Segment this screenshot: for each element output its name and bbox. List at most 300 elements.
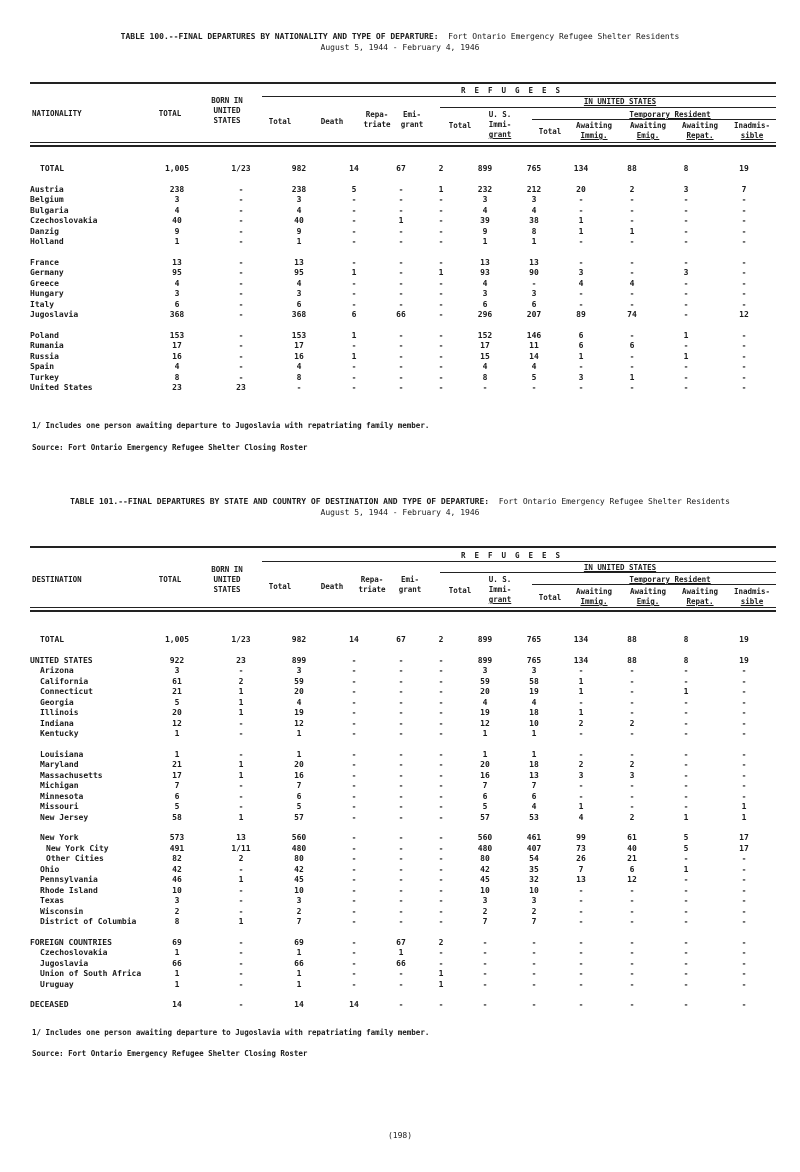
cell-value: 23 (236, 383, 246, 392)
total-row (30, 635, 776, 646)
cell-value: 1 (438, 184, 444, 194)
cell-value: - (398, 812, 404, 822)
table-row (30, 289, 776, 300)
cell-value: - (238, 257, 244, 267)
cell-value: 90 (529, 268, 539, 277)
cell-value: 61 (627, 833, 637, 842)
cell-value: - (438, 687, 444, 696)
cell-value: 66 (172, 958, 182, 968)
row-label: Texas (40, 896, 65, 905)
cell-value: - (741, 896, 747, 905)
cell-value: - (741, 948, 747, 957)
cell-value: 1 (482, 237, 488, 246)
cell-value: - (438, 958, 444, 968)
cell-value: - (238, 885, 244, 895)
cell-value: - (741, 791, 747, 801)
cell-value: - (438, 299, 444, 309)
header-refugees: REFUGEES (460, 551, 570, 560)
cell-value: - (438, 237, 444, 246)
cell-value: - (741, 718, 747, 728)
table100-date-range: August 5, 1944 - February 4, 1946 (320, 43, 480, 52)
cell-value: 59 (294, 676, 304, 686)
cell-value: - (629, 749, 635, 759)
cell-value: 3 (683, 184, 689, 194)
cell-value: 95 (294, 268, 304, 277)
cell-value: 153 (291, 330, 307, 340)
cell-value: - (398, 195, 404, 204)
table-row (30, 959, 776, 970)
cell-value: - (741, 781, 747, 790)
cell-value: - (296, 383, 302, 392)
cell-value: - (398, 268, 404, 277)
cell-value: 67 (396, 937, 406, 947)
row-label: Wisconsin (40, 906, 84, 916)
cell-value: - (629, 979, 635, 989)
cell-value: 765 (526, 655, 542, 665)
cell-value: 3 (482, 896, 488, 905)
cell-value: - (438, 948, 444, 957)
table-row (30, 383, 776, 394)
cell-value: - (351, 708, 357, 717)
cell-value: 11 (529, 341, 539, 350)
cell-value: - (438, 205, 444, 215)
row-label: Other Cities (46, 854, 104, 863)
cell-value: 7 (482, 917, 488, 926)
cell-value: - (351, 791, 357, 801)
cell-value: 1 (531, 237, 537, 246)
cell-value: - (741, 885, 747, 895)
row-label: Kentucky (40, 729, 79, 738)
cell-value: - (398, 791, 404, 801)
cell-value: 6 (629, 864, 635, 874)
cell-value: - (351, 781, 357, 790)
cell-value: 12 (172, 718, 182, 728)
cell-value: 2 (438, 164, 444, 173)
cell-value: - (398, 289, 404, 298)
row-label: TOTAL (40, 164, 65, 173)
table100-top-rule (30, 82, 776, 84)
cell-value: 73 (576, 843, 586, 853)
col-header-refugee-total: Total (268, 582, 292, 591)
cell-value: - (238, 278, 244, 288)
table101-col-header-destination: DESTINATION (32, 575, 82, 584)
row-label: Bulgaria (30, 205, 69, 215)
cell-value: 14 (349, 164, 359, 173)
cell-value: 12 (627, 875, 637, 884)
cell-value: - (629, 906, 635, 916)
cell-value: - (438, 362, 444, 371)
table-row (30, 771, 776, 782)
cell-value: 17 (480, 341, 490, 350)
cell-value: - (438, 917, 444, 926)
row-label: Jugoslavia (30, 310, 79, 319)
table-row (30, 185, 776, 196)
cell-value: - (398, 655, 404, 665)
cell-value: - (238, 310, 244, 319)
cell-value: 13 (294, 257, 304, 267)
cell-value: - (741, 708, 747, 717)
cell-value: 1/23 (231, 635, 251, 644)
row-label: United States (30, 383, 93, 392)
cell-value: - (238, 729, 244, 738)
cell-value: - (629, 729, 635, 738)
cell-value: - (741, 268, 747, 277)
cell-value: 7 (578, 864, 584, 874)
table100-body (30, 164, 776, 394)
cell-value: - (741, 979, 747, 989)
table101-title-label: TABLE 101.--FINAL DEPARTURES BY STATE AND COUNTRY OF DESTINATION AND TYPE OF DEPARTURE: (70, 497, 490, 506)
cell-value: 2 (438, 937, 444, 947)
cell-value: 368 (291, 310, 307, 319)
cell-value: 491 (169, 843, 185, 853)
spacer-row (30, 248, 776, 258)
cell-value: 13 (529, 770, 539, 780)
cell-value: - (238, 330, 244, 340)
cell-value: - (683, 216, 689, 225)
cell-value: 12 (294, 718, 304, 728)
table-row (30, 980, 776, 991)
cell-value: 1,005 (164, 635, 190, 644)
cell-value: - (741, 372, 747, 382)
table-row (30, 1000, 776, 1011)
cell-value: - (351, 278, 357, 288)
cell-value: 19 (529, 687, 539, 696)
cell-value: 4 (482, 697, 488, 707)
col-header-awaiting-emig: Awaiting Emig. (629, 121, 667, 140)
cell-value: - (398, 372, 404, 382)
cell-value: 1 (438, 268, 444, 277)
cell-value: 40 (294, 216, 304, 225)
cell-value: - (398, 676, 404, 686)
cell-value: - (238, 666, 244, 675)
cell-value: 153 (169, 330, 185, 340)
cell-value: - (741, 749, 747, 759)
cell-value: 922 (169, 655, 185, 665)
cell-value: - (482, 948, 488, 957)
cell-value: 58 (172, 812, 182, 822)
cell-value: - (238, 226, 244, 236)
cell-value: 1 (238, 770, 244, 780)
cell-value: - (683, 875, 689, 884)
cell-value: 20 (172, 708, 182, 717)
cell-value: - (741, 676, 747, 686)
cell-value: 12 (480, 718, 490, 728)
cell-value: - (741, 330, 747, 340)
col-header-temp-total: Total (538, 593, 562, 602)
cell-value: 20 (480, 760, 490, 769)
cell-value: - (398, 184, 404, 194)
cell-value: 134 (573, 635, 589, 644)
cell-value: 207 (526, 310, 542, 319)
cell-value: 10 (529, 885, 539, 895)
cell-value: - (683, 195, 689, 204)
cell-value: - (398, 687, 404, 696)
cell-value: - (578, 885, 584, 895)
cell-value: 1 (629, 226, 635, 236)
cell-value: 1 (398, 216, 404, 225)
cell-value: 1 (351, 268, 357, 277)
cell-value: - (741, 917, 747, 926)
table-row (30, 917, 776, 928)
cell-value: - (398, 330, 404, 340)
cell-value: - (238, 216, 244, 225)
cell-value: 66 (396, 958, 406, 968)
cell-value: 4 (174, 362, 180, 371)
cell-value: - (438, 843, 444, 853)
cell-value: - (438, 791, 444, 801)
table-row (30, 969, 776, 980)
cell-value: - (438, 729, 444, 738)
row-label: Jugoslavia (40, 958, 89, 968)
cell-value: - (238, 864, 244, 874)
cell-value: 560 (477, 833, 493, 842)
table-row (30, 310, 776, 321)
cell-value: - (438, 341, 444, 350)
spacer-row (30, 646, 776, 656)
col-header-in-us-total: Total (448, 586, 472, 595)
cell-value: 19 (739, 655, 749, 665)
cell-value: 4 (296, 205, 302, 215)
cell-value: - (578, 697, 584, 707)
cell-value: 39 (480, 216, 490, 225)
cell-value: - (683, 979, 689, 989)
cell-value: - (398, 843, 404, 853)
cell-value: - (683, 729, 689, 738)
cell-value: - (578, 917, 584, 926)
cell-value: 16 (294, 351, 304, 361)
table100-title-rest: Fort Ontario Emergency Refugee Shelter Residents (448, 32, 680, 41)
cell-value: - (398, 237, 404, 246)
row-label: Indiana (40, 718, 74, 728)
cell-value: - (351, 666, 357, 675)
cell-value: - (351, 948, 357, 957)
cell-value: - (741, 697, 747, 707)
cell-value: - (629, 205, 635, 215)
cell-value: - (741, 289, 747, 298)
cell-value: 2 (238, 854, 244, 863)
cell-value: - (531, 1000, 537, 1009)
cell-value: 5 (296, 802, 302, 811)
cell-value: - (683, 1000, 689, 1009)
cell-value: 238 (291, 184, 307, 194)
table-row (30, 373, 776, 384)
cell-value: 899 (477, 655, 493, 665)
cell-value: - (238, 948, 244, 957)
col-header-refugee-total: Total (268, 117, 292, 126)
cell-value: 20 (576, 184, 586, 194)
cell-value: - (741, 937, 747, 947)
cell-value: 54 (529, 854, 539, 863)
cell-value: - (578, 289, 584, 298)
cell-value: 10 (294, 885, 304, 895)
cell-value: - (629, 687, 635, 696)
cell-value: - (438, 330, 444, 340)
cell-value: 899 (477, 635, 493, 644)
cell-value: 1 (438, 979, 444, 989)
cell-value: - (238, 969, 244, 978)
cell-value: - (741, 299, 747, 309)
cell-value: 480 (291, 843, 307, 853)
row-label: New Jersey (40, 812, 89, 822)
table-row (30, 875, 776, 886)
cell-value: - (398, 802, 404, 811)
cell-value: - (683, 770, 689, 780)
cell-value: - (683, 278, 689, 288)
cell-value: 67 (396, 164, 406, 173)
table100-title-label: TABLE 100.--FINAL DEPARTURES BY NATIONALITY AND TYPE OF DEPARTURE: (120, 32, 439, 41)
cell-value: - (683, 937, 689, 947)
row-label: Illinois (40, 708, 79, 717)
cell-value: - (238, 781, 244, 790)
col-header-temp-total: Total (538, 127, 562, 136)
cell-value: 1 (438, 969, 444, 978)
table-row (30, 833, 776, 844)
cell-value: - (683, 969, 689, 978)
cell-value: - (351, 383, 357, 392)
cell-value: 67 (396, 635, 406, 644)
cell-value: - (351, 257, 357, 267)
row-label: Czechoslovakia (30, 216, 98, 225)
row-label: Rumania (30, 341, 64, 350)
cell-value: - (238, 718, 244, 728)
cell-value: - (438, 875, 444, 884)
cell-value: 3 (296, 896, 302, 905)
cell-value: 19 (294, 708, 304, 717)
cell-value: - (741, 760, 747, 769)
cell-value: 46 (172, 875, 182, 884)
spacer-row (30, 175, 776, 185)
cell-value: 4 (629, 278, 635, 288)
cell-value: - (683, 906, 689, 916)
cell-value: 74 (627, 310, 637, 319)
cell-value: - (398, 362, 404, 371)
row-label: DECEASED (30, 1000, 69, 1009)
row-label: Michigan (40, 781, 79, 790)
cell-value: 2 (629, 184, 635, 194)
cell-value: - (438, 310, 444, 319)
cell-value: 5 (482, 802, 488, 811)
spacer-row (30, 740, 776, 750)
cell-value: - (398, 341, 404, 350)
cell-value: - (238, 341, 244, 350)
cell-value: - (398, 770, 404, 780)
cell-value: 2 (629, 812, 635, 822)
cell-value: 14 (294, 1000, 304, 1009)
cell-value: 4 (531, 205, 537, 215)
cell-value: 9 (482, 226, 488, 236)
cell-value: - (438, 216, 444, 225)
table-row (30, 331, 776, 342)
cell-value: 93 (480, 268, 490, 277)
cell-value: - (398, 896, 404, 905)
cell-value: - (482, 937, 488, 947)
cell-value: 59 (480, 676, 490, 686)
cell-value: - (351, 885, 357, 895)
cell-value: - (351, 979, 357, 989)
cell-value: 1 (238, 917, 244, 926)
cell-value: 4 (296, 697, 302, 707)
cell-value: 1 (174, 237, 180, 246)
cell-value: 3 (531, 289, 537, 298)
row-label: Rhode Island (40, 885, 98, 895)
cell-value: 1/23 (231, 164, 251, 173)
cell-value: - (629, 351, 635, 361)
header-temporary-resident: Temporary Resident (629, 575, 711, 584)
cell-value: - (238, 195, 244, 204)
cell-value: - (578, 257, 584, 267)
cell-value: - (398, 749, 404, 759)
cell-value: - (398, 781, 404, 790)
col-header-born-in-us: BORN IN UNITED STATES (211, 565, 243, 594)
cell-value: - (351, 289, 357, 298)
cell-value: - (629, 948, 635, 957)
cell-value: - (683, 676, 689, 686)
row-label: Louisiana (40, 749, 84, 759)
cell-value: 1 (296, 979, 302, 989)
col-header-us-immigrant: U. S. Immi- grant (488, 110, 512, 139)
cell-value: - (351, 749, 357, 759)
cell-value: - (683, 854, 689, 863)
cell-value: - (398, 969, 404, 978)
cell-value: 13 (480, 257, 490, 267)
cell-value: 99 (576, 833, 586, 842)
cell-value: - (578, 979, 584, 989)
cell-value: 1 (238, 687, 244, 696)
cell-value: 6 (296, 299, 302, 309)
cell-value: - (629, 958, 635, 968)
cell-value: - (578, 749, 584, 759)
cell-value: - (351, 697, 357, 707)
cell-value: - (351, 372, 357, 382)
cell-value: - (629, 289, 635, 298)
table100-source: Source: Fort Ontario Emergency Refugee Shelter Closing Roster (32, 443, 308, 452)
cell-value: - (741, 278, 747, 288)
cell-value: - (578, 896, 584, 905)
cell-value: - (398, 226, 404, 236)
cell-value: 7 (741, 184, 747, 194)
cell-value: 3 (296, 666, 302, 675)
table-row (30, 865, 776, 876)
cell-value: - (398, 383, 404, 392)
spacer-row (30, 823, 776, 833)
cell-value: 3 (296, 195, 302, 204)
cell-value: - (741, 351, 747, 361)
cell-value: - (578, 299, 584, 309)
cell-value: - (238, 979, 244, 989)
table-row (30, 854, 776, 865)
row-label: Minnesota (40, 791, 84, 801)
cell-value: - (398, 697, 404, 707)
cell-value: - (683, 749, 689, 759)
cell-value: 1 (296, 237, 302, 246)
cell-value: - (741, 770, 747, 780)
cell-value: 16 (480, 770, 490, 780)
cell-value: 6 (531, 299, 537, 309)
cell-value: - (741, 906, 747, 916)
cell-value: 18 (529, 708, 539, 717)
cell-value: 88 (627, 655, 637, 665)
row-label: Belgium (30, 195, 64, 204)
cell-value: 296 (477, 310, 493, 319)
cell-value: - (629, 781, 635, 790)
cell-value: 2 (296, 906, 302, 916)
cell-value: - (398, 906, 404, 916)
cell-value: 1 (578, 708, 584, 717)
cell-value: 8 (683, 655, 689, 665)
cell-value: - (683, 697, 689, 707)
table-row (30, 896, 776, 907)
cell-value: 212 (526, 184, 542, 194)
